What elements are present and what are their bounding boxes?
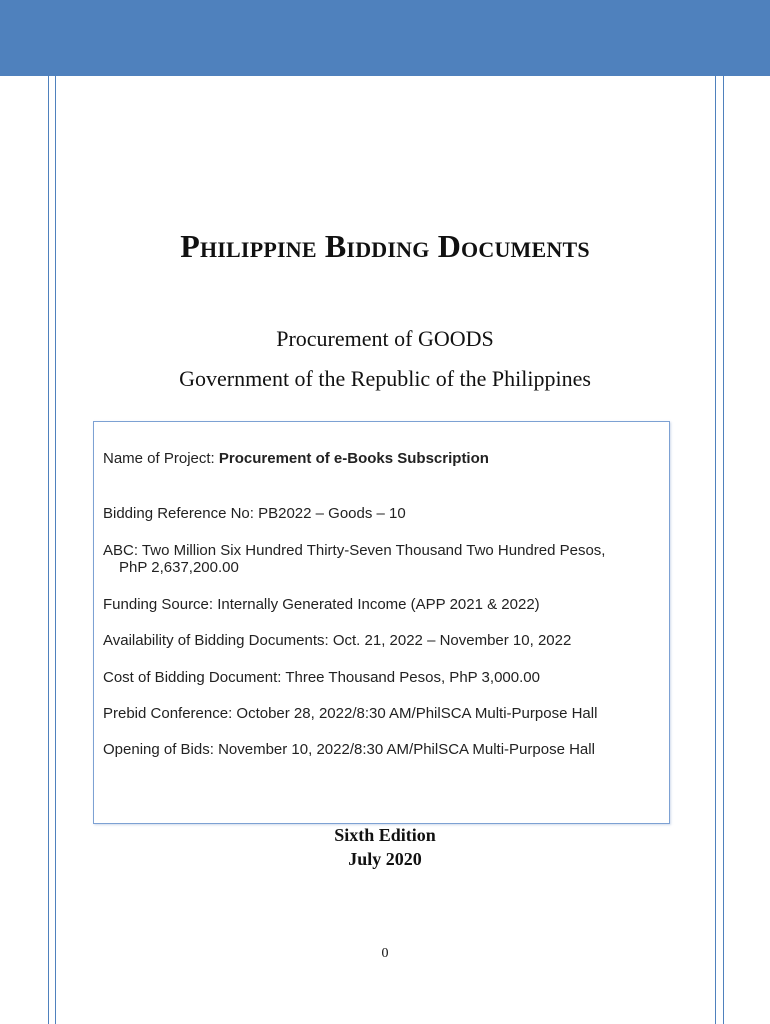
edition-date: July 2020 <box>348 849 422 869</box>
subtitle-government: Government of the Republic of the Philippines <box>179 366 591 391</box>
document-title: Philippine Bidding Documents <box>180 228 590 264</box>
subtitle-procurement: Procurement of GOODS <box>276 326 494 351</box>
funding-source: Funding Source: Internally Generated Income (APP 2021 & 2022) <box>103 596 540 613</box>
left-border-line-outer <box>48 76 49 1024</box>
edition: Sixth Edition <box>334 825 436 845</box>
bidding-reference: Bidding Reference No: PB2022 – Goods – 10 <box>103 505 406 522</box>
project-name-label: Name of Project: <box>103 450 219 467</box>
abc-line-1: ABC: Two Million Six Hundred Thirty-Seven Thousand Two Hundred Pesos, <box>103 542 606 559</box>
right-border-line-inner <box>715 76 716 1024</box>
project-name-value: Procurement of e-Books Subscription <box>218 450 489 467</box>
page-number: 0 <box>381 946 389 961</box>
abc-line-2: PhP 2,637,200.00 <box>119 559 239 576</box>
left-border-line-inner <box>55 76 56 1024</box>
project-info-box <box>93 421 670 824</box>
header-bar <box>0 0 770 76</box>
opening-of-bids: Opening of Bids: November 10, 2022/8:30 AM/PhilSCA Multi-Purpose Hall <box>103 741 595 758</box>
availability: Availability of Bidding Documents: Oct. 21, 2022 – November 10, 2022 <box>103 632 572 649</box>
project-name-line <box>103 450 489 467</box>
prebid-conference: Prebid Conference: October 28, 2022/8:30 AM/PhilSCA Multi-Purpose Hall <box>103 705 598 722</box>
right-border-line-outer <box>723 76 724 1024</box>
cost-of-document: Cost of Bidding Document: Three Thousand Pesos, PhP 3,000.00 <box>103 669 540 686</box>
